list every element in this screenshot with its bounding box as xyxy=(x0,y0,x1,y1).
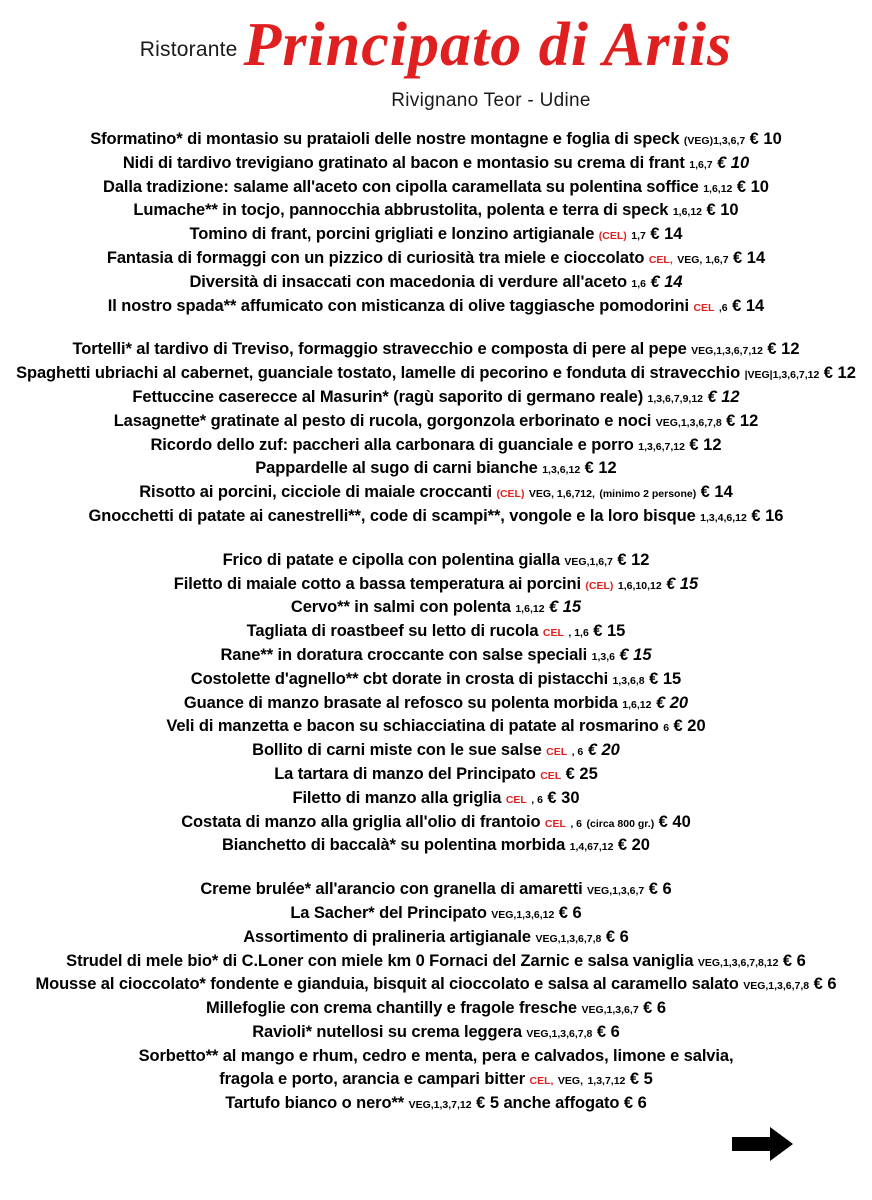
menu-item xyxy=(12,410,860,434)
menu-section-secondi xyxy=(12,549,860,858)
dish-price: € 12 xyxy=(823,364,856,383)
dish-price: € 6 xyxy=(605,927,629,946)
dish-price: € 20 xyxy=(655,693,689,712)
allergen-codes: 1,6 xyxy=(631,277,646,290)
dish-name: Pappardelle al sugo di carni bianche xyxy=(255,459,538,478)
dish-name: Bianchetto di baccalà* su polentina morbida xyxy=(221,836,566,855)
allergen-codes: 1,6,10,12 xyxy=(617,579,662,592)
dish-price: € 14 xyxy=(732,296,765,315)
next-page-arrow[interactable] xyxy=(732,1124,794,1164)
menu-item xyxy=(12,1068,860,1092)
dish-name: Veli di manzetta e bacon su schiacciatina di patate al rosmarino xyxy=(166,717,659,736)
dish-name: Gnocchetti di patate ai canestrelli**, code di scampi**, vongole e la loro bisque xyxy=(88,506,696,525)
dish-name: Tomino di frant, porcini grigliati e lonzino artigianale xyxy=(189,225,595,244)
dish-name: Rane** in doratura croccante con salse speciali xyxy=(220,645,588,664)
dish-name: Nidi di tardivo trevigiano gratinato al bacon e montasio su crema di frant xyxy=(122,153,685,172)
menu-item xyxy=(12,199,860,223)
dish-price: € 6 xyxy=(643,999,667,1018)
allergen-codes: VEG,1,3,6,7,8 xyxy=(655,416,722,429)
dish-price: € 15 xyxy=(593,622,626,641)
menu-item xyxy=(12,1092,860,1116)
allergen-codes: 1,6,12 xyxy=(672,206,703,219)
dish-price: € 10 xyxy=(706,201,739,220)
dish-price: € 6 xyxy=(596,1022,620,1041)
dish-name: Sformatino* di montasio su prataioli delle nostre montagne e foglia di speck xyxy=(90,130,680,148)
allergen-codes: VEG, 1,6,712, xyxy=(528,488,595,501)
menu-item xyxy=(12,176,860,200)
allergen-codes: VEG,1,3,6,7,12 xyxy=(691,345,763,358)
menu-header xyxy=(12,0,860,111)
allergen-codes: , 1,6 xyxy=(568,627,589,640)
dish-name: Costolette d'agnello** cbt dorate in crosta di pistacchi xyxy=(190,669,609,688)
menu-item xyxy=(12,271,860,295)
dish-price: € 20 xyxy=(673,717,706,736)
allergen-codes: VEG,1,6,7 xyxy=(564,555,613,568)
dish-name: Risotto ai porcini, cicciole di maiale croccanti xyxy=(139,483,493,502)
dish-price: € 10 xyxy=(717,153,750,172)
dish-name: Mousse al cioccolato* fondente e gianduia, bisquit al cioccolato e salsa al caramello salato xyxy=(35,975,739,994)
allergen-highlight: CEL xyxy=(542,627,564,640)
allergen-highlight: (CEL) xyxy=(585,579,614,592)
dish-name: Millefoglie con crema chantilly e fragole fresche xyxy=(205,999,577,1018)
allergen-codes: VEG, xyxy=(557,1075,583,1088)
menu-item xyxy=(12,620,860,644)
dish-name: Frico di patate e cipolla con polentina gialla xyxy=(222,550,560,569)
allergen-codes: VEG,1,3,7,12 xyxy=(408,1099,472,1112)
dish-name: Spaghetti ubriachi al cabernet, guanciale tostato, lamelle di pecorino e fonduta di stravecchio xyxy=(16,364,741,383)
allergen-highlight: CEL, xyxy=(648,253,673,266)
dish-name: Filetto di maiale cotto a bassa temperatura ai porcini xyxy=(173,574,581,593)
arrow-right-icon xyxy=(732,1124,794,1164)
allergen-highlight: CEL xyxy=(540,769,562,782)
allergen-highlight: CEL xyxy=(693,301,715,314)
allergen-codes: VEG,1,3,6,7,8,12 xyxy=(697,956,779,969)
menu-item xyxy=(12,902,860,926)
menu-item xyxy=(12,950,860,974)
menu-item xyxy=(12,834,860,858)
dish-price: € 6 xyxy=(558,903,582,922)
dish-price: € 20 xyxy=(617,836,650,855)
allergen-codes: 1,3,6,12 xyxy=(542,464,581,477)
menu-item xyxy=(12,1021,860,1045)
dish-name: Assortimento di pralineria artigianale xyxy=(243,927,531,946)
dish-price: € 12 xyxy=(707,387,740,406)
menu-item xyxy=(12,295,860,319)
menu-item xyxy=(12,973,860,997)
dish-price: € 15 xyxy=(619,645,652,664)
menu-item xyxy=(12,549,860,573)
menu-item xyxy=(12,715,860,739)
dish-price: € 12 xyxy=(767,340,800,359)
allergen-highlight: CEL xyxy=(505,793,527,806)
allergen-highlight: CEL xyxy=(546,746,568,759)
dish-price: € 14 xyxy=(733,248,766,267)
allergen-codes: VEG, 1,6,7 xyxy=(677,253,729,266)
dish-name: Dalla tradizione: salame all'aceto con cipolla caramellata su polentina soffice xyxy=(103,177,699,196)
dish-note: (minimo 2 persone) xyxy=(599,488,697,501)
menu-item xyxy=(12,152,860,176)
dish-price: € 6 xyxy=(813,975,837,994)
allergen-codes: 1,6,12 xyxy=(515,603,545,616)
dish-name: Tortelli* al tardivo di Treviso, formaggio stravecchio e composta di pere al pepe xyxy=(72,340,687,359)
dish-price: € 12 xyxy=(689,435,722,454)
allergen-highlight: (CEL) xyxy=(598,230,627,243)
dish-name: Bollito di carni miste con le sue salse xyxy=(252,741,542,760)
dish-name: Creme brulée* all'arancio con granella di amaretti xyxy=(200,880,583,899)
restaurant-location: Rivignano Teor - Udine xyxy=(391,90,591,111)
dish-price: € 15 xyxy=(549,598,582,617)
allergen-codes: , 6 xyxy=(570,817,583,830)
menu-section-antipasti xyxy=(12,128,860,318)
dish-note: (circa 800 gr.) xyxy=(586,817,655,830)
menu-item xyxy=(12,573,860,597)
menu-section-primi xyxy=(12,338,860,528)
menu-sections xyxy=(12,128,860,1116)
menu-item xyxy=(12,481,860,505)
allergen-codes: (VEG)1,3,6,7 xyxy=(683,135,746,147)
menu-item xyxy=(12,434,860,458)
allergen-codes: 1,3,6,7,12 xyxy=(638,440,685,453)
dish-price: € 12 xyxy=(584,459,617,478)
dish-name: Filetto di manzo alla griglia xyxy=(292,788,502,807)
dish-price: € 5 xyxy=(476,1094,499,1113)
dish-name: Diversità di insaccati con macedonia di verdure all'aceto xyxy=(189,272,627,291)
allergen-codes: VEG,1,3,6,7,8 xyxy=(526,1027,593,1040)
allergen-codes: ,6 xyxy=(718,301,728,314)
menu-item xyxy=(12,457,860,481)
menu-item xyxy=(12,739,860,763)
dish-price-alt: € 6 xyxy=(623,1094,647,1113)
menu-section-dolci xyxy=(12,878,860,1116)
dish-name: Fantasia di formaggi con un pizzico di curiosità tra miele e cioccolato xyxy=(106,248,645,267)
allergen-codes: 1,6,7 xyxy=(689,158,713,171)
menu-item xyxy=(12,362,860,386)
menu-item xyxy=(12,811,860,835)
dish-price: € 16 xyxy=(751,506,784,525)
dish-price: € 14 xyxy=(700,483,733,502)
menu-item xyxy=(12,247,860,271)
dish-price: € 14 xyxy=(650,225,683,244)
allergen-codes: , 6 xyxy=(571,746,584,759)
dish-price: € 10 xyxy=(736,177,769,196)
dish-name: Sorbetto** al mango e rhum, cedro e menta, pera e calvados, limone e salvia, xyxy=(138,1046,734,1065)
dish-name: Guance di manzo brasate al refosco su polenta morbida xyxy=(183,693,618,712)
dish-price: € 12 xyxy=(617,550,650,569)
dish-name: Cervo** in salmi con polenta xyxy=(290,598,511,617)
dish-name: Lasagnette* gratinate al pesto di rucola, gorgonzola erborinato e noci xyxy=(113,411,652,430)
allergen-codes: 1,3,4,6,12 xyxy=(700,511,747,524)
menu-item xyxy=(12,128,860,152)
restaurant-name: Principato di Ariis xyxy=(243,11,733,79)
dish-name: La Sacher* del Principato xyxy=(290,903,487,922)
menu-item xyxy=(12,763,860,787)
allergen-codes: VEG,1,3,6,7,8 xyxy=(535,932,602,945)
dish-price: € 15 xyxy=(649,669,682,688)
menu-item xyxy=(12,505,860,529)
dish-suffix: anche affogato xyxy=(503,1094,620,1113)
dish-name: Strudel di mele bio* di C.Loner con miele km 0 Fornaci del Zarnic e salsa vaniglia xyxy=(66,951,694,970)
allergen-codes: 1,3,6,7,9,12 xyxy=(647,392,704,405)
dish-name: fragola e porto, arancia e campari bitter xyxy=(219,1070,526,1089)
dish-name: Ricordo dello zuf: paccheri alla carbonara di guanciale e porro xyxy=(150,435,634,454)
dish-price: € 6 xyxy=(782,951,806,970)
allergen-codes: VEG,1,3,6,7,8 xyxy=(743,980,810,993)
menu-item xyxy=(12,596,860,620)
allergen-codes: , 6 xyxy=(531,793,543,806)
menu-item xyxy=(12,787,860,811)
menu-item xyxy=(12,338,860,362)
dish-price: € 20 xyxy=(587,741,620,760)
menu-item xyxy=(12,644,860,668)
menu-item xyxy=(12,668,860,692)
dish-name: Tagliata di roastbeef su letto di rucola xyxy=(246,622,539,641)
dish-price: € 25 xyxy=(565,764,598,783)
allergen-codes: 1,3,6 xyxy=(591,650,615,663)
allergen-codes: 1,4,67,12 xyxy=(569,841,614,854)
dish-price: € 6 xyxy=(648,880,672,899)
brand-line xyxy=(12,0,860,79)
allergen-codes: 1,6,12 xyxy=(703,182,733,195)
dish-name: Il nostro spada** affumicato con misticanza di olive taggiasche pomodorini xyxy=(107,296,689,315)
menu-item xyxy=(12,692,860,716)
dish-price: € 40 xyxy=(658,812,691,831)
dish-price: € 15 xyxy=(666,574,699,593)
menu-item xyxy=(12,878,860,902)
allergen-highlight: CEL xyxy=(544,817,566,830)
allergen-highlight: CEL, xyxy=(529,1075,554,1088)
menu-item xyxy=(12,1045,860,1069)
dish-price: € 5 xyxy=(629,1070,653,1089)
allergen-codes-extra: 1,3,7,12 xyxy=(587,1075,626,1088)
dish-name: Costata di manzo alla griglia all'olio di frantoio xyxy=(181,812,541,831)
allergen-codes: VEG,1,3,6,7 xyxy=(581,1004,639,1017)
dish-price: € 30 xyxy=(547,788,580,807)
dish-price: € 10 xyxy=(749,130,782,148)
allergen-codes: 1,6,12 xyxy=(622,698,652,711)
dish-name: Lumache** in tocjo, pannocchia abbrustolita, polenta e terra di speck xyxy=(133,201,669,220)
dish-name: La tartara di manzo del Principato xyxy=(274,764,536,783)
dish-name: Ravioli* nutellosi su crema leggera xyxy=(252,1022,522,1041)
dish-name: Fettuccine caserecce al Masurin* (ragù saporito di germano reale) xyxy=(132,387,644,406)
allergen-codes: 1,7 xyxy=(631,230,646,243)
menu-item xyxy=(12,926,860,950)
brand-prefix: Ristorante xyxy=(139,38,238,61)
menu-item xyxy=(12,386,860,410)
dish-price: € 12 xyxy=(726,411,759,430)
allergen-codes: 6 xyxy=(663,722,670,735)
dish-name: Tartufo bianco o nero** xyxy=(225,1094,405,1113)
allergen-codes: 1,3,6,8 xyxy=(612,674,645,687)
menu-item xyxy=(12,223,860,247)
allergen-highlight: (CEL) xyxy=(496,488,525,501)
allergen-codes: VEG,1,3,6,7 xyxy=(587,885,645,898)
dish-price: € 14 xyxy=(650,272,683,291)
allergen-codes: VEG,1,3,6,12 xyxy=(491,908,555,921)
allergen-codes: |VEG|1,3,6,7,12 xyxy=(744,369,820,382)
menu-item xyxy=(12,997,860,1021)
